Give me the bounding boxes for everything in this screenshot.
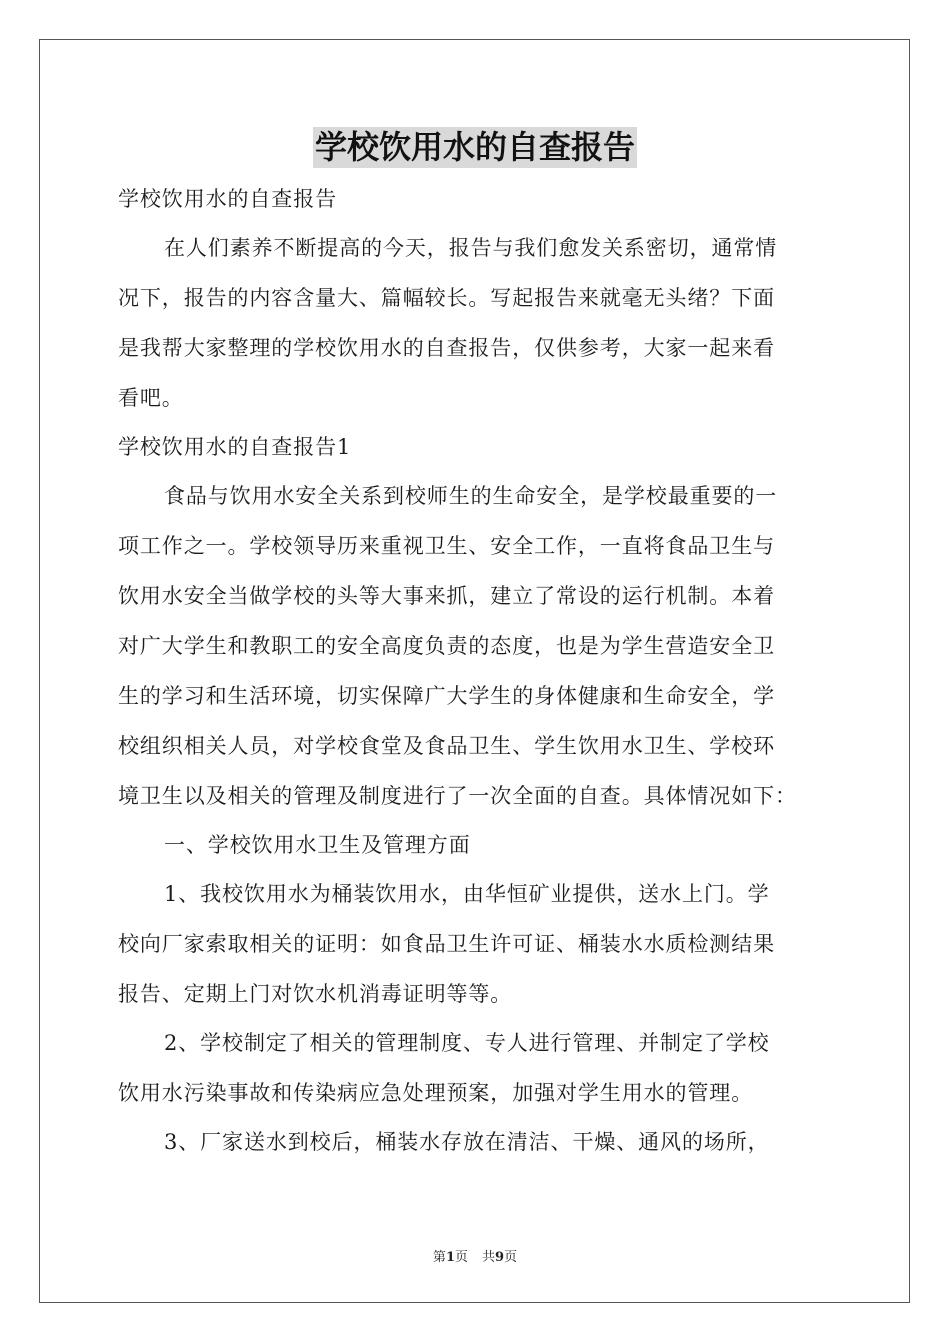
- document-title: 学校饮用水的自查报告: [314, 128, 635, 166]
- body-line: 2、学校制定了相关的管理制度、专人进行管理、并制定了学校: [164, 1031, 770, 1055]
- body-line: 对广大学生和教职工的安全高度负责的态度，也是为学生营造安全卫: [118, 634, 775, 658]
- intro-line: 在人们素养不断提高的今天，报告与我们愈发关系密切，通常情: [164, 236, 778, 260]
- intro-line: 况下，报告的内容含量大、篇幅较长。写起报告来就毫无头绪？下面: [118, 286, 775, 310]
- total-suffix: 页: [504, 1250, 518, 1265]
- page-suffix: 页: [454, 1250, 468, 1265]
- body-line: 饮用水安全当做学校的头等大事来抓，建立了常设的运行机制。本着: [118, 584, 775, 608]
- body-line: 食品与饮用水安全关系到校师生的生命安全，是学校最重要的一: [164, 484, 778, 508]
- subsection-heading: 一、学校饮用水卫生及管理方面: [164, 833, 471, 857]
- document-body: [118, 181, 835, 1161]
- body-line: 项工作之一。学校领导历来重视卫生、安全工作，一直将食品卫生与: [118, 534, 775, 558]
- body-line: 1、我校饮用水为桶装饮用水，由华恒矿业提供，送水上门。学: [164, 882, 770, 906]
- intro-line: 看吧。: [118, 386, 184, 410]
- body-line: 报告、定期上门对饮水机消毒证明等等。: [118, 982, 513, 1006]
- subtitle-line: 学校饮用水的自查报告: [118, 187, 337, 211]
- body-line: 3、厂家送水到校后，桶装水存放在清洁、干燥、通风的场所，: [164, 1130, 770, 1154]
- page-current: 1: [445, 1250, 455, 1265]
- body-line: 生的学习和生活环境，切实保障广大学生的身体健康和生命安全，学: [118, 684, 775, 708]
- body-line: 饮用水污染事故和传染病应急处理预案，加强对学生用水的管理。: [118, 1081, 754, 1105]
- body-line: 校组织相关人员，对学校食堂及食品卫生、学生饮用水卫生、学校环: [118, 734, 775, 758]
- body-line: 校向厂家索取相关的证明：如食品卫生许可证、桶装水水质检测结果: [118, 932, 775, 956]
- title-container: [0, 127, 950, 168]
- total-prefix: 共: [482, 1250, 496, 1265]
- page-prefix: 第: [432, 1250, 446, 1265]
- intro-line: 是我帮大家整理的学校饮用水的自查报告，仅供参考，大家一起来看: [118, 336, 775, 360]
- body-line: 境卫生以及相关的管理及制度进行了一次全面的自查。具体情况如下：: [118, 784, 797, 808]
- total-pages: 9: [495, 1250, 505, 1265]
- page-footer: [0, 1246, 950, 1265]
- section-heading: 学校饮用水的自查报告1: [118, 435, 352, 459]
